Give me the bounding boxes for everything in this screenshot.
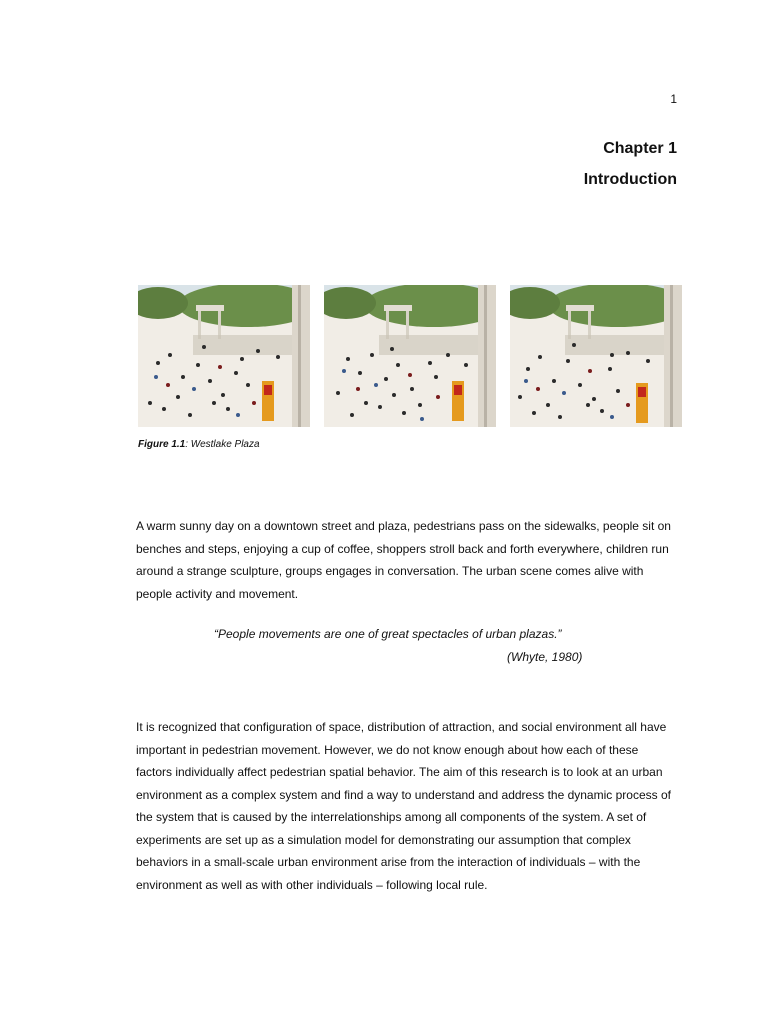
body-paragraph-2: It is recognized that configuration of space, distribution of attraction, and social environment all have important in pedestrian movement. However, we do not know enough about how each of these factors individually affect pedestrian spatial behavior. The aim of this research is to look at an urban environment as a complex system and find a way to understand and address the dynamic process of the system that is caused by the interrelationships among all components of the system. A set of experiments are set up as a simulation model for demonstrating our assumption that complex behaviors in a small-scale urban environment arise from the interaction of individuals – with the environment as well as with other individuals – following local rule. <box>136 720 671 892</box>
plaza-photo-1-image <box>138 285 310 427</box>
page-number: 1 <box>670 92 677 106</box>
figure-caption <box>138 439 260 450</box>
figure-caption-text: : Westlake Plaza <box>185 439 260 450</box>
chapter-label: Chapter 1 <box>603 140 677 157</box>
plaza-photo-3-image <box>510 285 682 427</box>
quote-citation: (Whyte, 1980) <box>507 650 583 664</box>
chapter-title: Introduction <box>583 171 677 188</box>
block-quote: “People movements are one of great spectacles of urban plazas.” <box>214 627 562 641</box>
figure-photo-row <box>138 285 682 427</box>
plaza-photo-1 <box>138 285 310 427</box>
figure-caption-label: Figure 1.1 <box>138 439 186 450</box>
plaza-photo-3 <box>510 285 682 427</box>
body-paragraph-1: A warm sunny day on a downtown street and plaza, pedestrians pass on the sidewalks, people sit on benches and steps, enjoying a cup of coffee, shoppers stroll back and forth everywhere, children run around a strange sculpture, groups engages in conversation. The urban scene comes alive with people activity and movement. <box>136 519 671 601</box>
plaza-photo-2-image <box>324 285 496 427</box>
plaza-photo-2 <box>324 285 496 427</box>
